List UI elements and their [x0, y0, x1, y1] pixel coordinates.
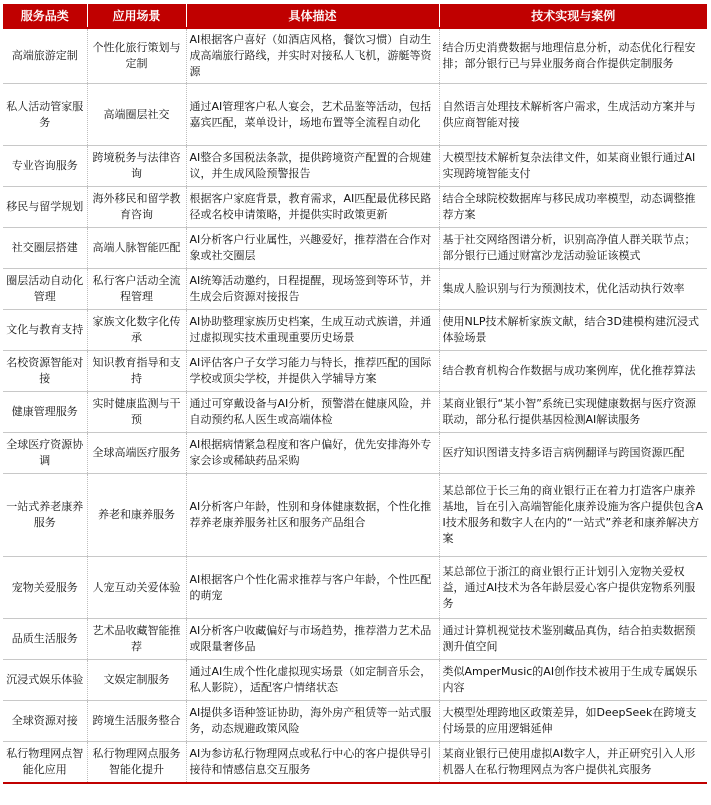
description-cell: AI评估客户子女学习能力与特长，推荐匹配的国际学校或顶尖学校，并提供入学辅导方案 — [186, 351, 439, 392]
scene-cell: 全球高端医疗服务 — [87, 433, 186, 474]
table-row — [3, 228, 707, 269]
category-cell: 移民与留学规划 — [3, 187, 87, 228]
description-cell: AI根据客户喜好（如酒店风格，餐饮习惯）自动生成高端旅行路线，并实时对接私人飞机，游艇等资源 — [186, 28, 439, 84]
category-cell: 社交圈层搭建 — [3, 228, 87, 269]
scene-cell: 私行客户活动全流程管理 — [87, 269, 186, 310]
scene-cell: 跨境生活服务整合 — [87, 701, 186, 742]
header-scene: 应用场景 — [87, 4, 186, 28]
category-cell: 品质生活服务 — [3, 619, 87, 660]
table-row — [3, 28, 707, 84]
scene-cell: 高端圈层社交 — [87, 84, 186, 146]
tech-cell: 类似AmperMusic的AI创作技术被用于生成专属娱乐内容 — [439, 660, 707, 701]
scene-cell: 人宠互动关爱体验 — [87, 557, 186, 619]
scene-cell: 跨境税务与法律咨询 — [87, 146, 186, 187]
category-cell: 健康管理服务 — [3, 392, 87, 433]
header-description: 具体描述 — [186, 4, 439, 28]
table-header-row — [3, 4, 707, 28]
description-cell: AI根据病情紧急程度和客户偏好，优先安排海外专家会诊或稀缺药品采购 — [186, 433, 439, 474]
category-cell: 全球医疗资源协调 — [3, 433, 87, 474]
table-row — [3, 557, 707, 619]
tech-cell: 使用NLP技术解析家族文献，结合3D建模构建沉浸式体验场景 — [439, 310, 707, 351]
tech-cell: 医疗知识图谱支持多语言病例翻译与跨国资源匹配 — [439, 433, 707, 474]
service-table-container — [3, 4, 707, 784]
description-cell: 通过AI管理客户私人宴会，艺术品鉴等活动，包括嘉宾匹配，菜单设计，场地布置等全流程自动化 — [186, 84, 439, 146]
table-row — [3, 433, 707, 474]
table-body — [3, 28, 707, 783]
category-cell: 高端旅游定制 — [3, 28, 87, 84]
table-row — [3, 660, 707, 701]
tech-cell: 结合教育机构合作数据与成功案例库，优化推荐算法 — [439, 351, 707, 392]
header-tech: 技术实现与案例 — [439, 4, 707, 28]
category-cell: 文化与教育支持 — [3, 310, 87, 351]
tech-cell: 某总部位于浙江的商业银行正计划引入宠物关爱权益，通过AI技术为各年龄层爱心客户提供宠物系列服务 — [439, 557, 707, 619]
tech-cell: 大模型技术解析复杂法律文件，如某商业银行通过AI实现跨境智能支付 — [439, 146, 707, 187]
description-cell: AI提供多语种签证协助，海外房产租赁等一站式服务，动态规避政策风险 — [186, 701, 439, 742]
description-cell: AI整合多国税法条款，提供跨境资产配置的合规建议，并生成风险预警报告 — [186, 146, 439, 187]
tech-cell: 集成人脸识别与行为预测技术，优化活动执行效率 — [439, 269, 707, 310]
table-row — [3, 146, 707, 187]
table-row — [3, 742, 707, 783]
scene-cell: 养老和康养服务 — [87, 474, 186, 557]
category-cell: 全球资源对接 — [3, 701, 87, 742]
table-row — [3, 310, 707, 351]
tech-cell: 通过计算机视觉技术鉴别藏品真伪，结合拍卖数据预测升值空间 — [439, 619, 707, 660]
table-row — [3, 351, 707, 392]
tech-cell: 某总部位于长三角的商业银行正在着力打造客户康养基地，旨在引入高端智能化康养设施为客户提供包含AI技术服务和数字人在内的“一站式”养老和康养解决方案 — [439, 474, 707, 557]
description-cell: AI为参访私行物理网点或私行中心的客户提供导引接待和情感信息交互服务 — [186, 742, 439, 783]
scene-cell: 高端人脉智能匹配 — [87, 228, 186, 269]
tech-cell: 结合全球院校数据库与移民成功率模型，动态调整推荐方案 — [439, 187, 707, 228]
tech-cell: 某商业银行“某小智”系统已实现健康数据与医疗资源联动，部分私行提供基因检测AI解读服务 — [439, 392, 707, 433]
category-cell: 圈层活动自动化管理 — [3, 269, 87, 310]
description-cell: 通过AI生成个性化虚拟现实场景（如定制音乐会，私人影院），适配客户情绪状态 — [186, 660, 439, 701]
category-cell: 私人活动管家服务 — [3, 84, 87, 146]
table-row — [3, 269, 707, 310]
table-row — [3, 619, 707, 660]
category-cell: 专业咨询服务 — [3, 146, 87, 187]
category-cell: 名校资源智能对接 — [3, 351, 87, 392]
category-cell: 一站式养老康养服务 — [3, 474, 87, 557]
tech-cell: 某商业银行已使用虚拟AI数字人，并正研究引入人形机器人在私行物理网点为客户提供礼宾服务 — [439, 742, 707, 783]
category-cell: 沉浸式娱乐体验 — [3, 660, 87, 701]
scene-cell: 艺术品收藏智能推荐 — [87, 619, 186, 660]
service-table — [3, 4, 707, 784]
table-row — [3, 474, 707, 557]
description-cell: AI协助整理家族历史档案，生成互动式族谱，并通过虚拟现实技术重现重要历史场景 — [186, 310, 439, 351]
scene-cell: 家族文化数字化传承 — [87, 310, 186, 351]
table-row — [3, 701, 707, 742]
table-row — [3, 187, 707, 228]
tech-cell: 大模型处理跨地区政策差异，如DeepSeek在跨境支付场景的应用逻辑延伸 — [439, 701, 707, 742]
table-row — [3, 84, 707, 146]
tech-cell: 结合历史消费数据与地理信息分析，动态优化行程安排；部分银行已与异业服务商合作提供定制服务 — [439, 28, 707, 84]
description-cell: AI根据客户个性化需求推荐与客户年龄，个性匹配的萌宠 — [186, 557, 439, 619]
scene-cell: 海外移民和留学教育咨询 — [87, 187, 186, 228]
header-category: 服务品类 — [3, 4, 87, 28]
tech-cell: 自然语言处理技术解析客户需求，生成活动方案并与供应商智能对接 — [439, 84, 707, 146]
scene-cell: 知识教育指导和支持 — [87, 351, 186, 392]
scene-cell: 文娱定制服务 — [87, 660, 186, 701]
description-cell: AI分析客户年龄，性别和身体健康数据，个性化推荐养老康养服务社区和服务产品组合 — [186, 474, 439, 557]
category-cell: 私行物理网点智能化应用 — [3, 742, 87, 783]
tech-cell: 基于社交网络图谱分析，识别高净值人群关联节点；部分银行已通过财富沙龙活动验证该模式 — [439, 228, 707, 269]
description-cell: AI分析客户行业属性，兴趣爱好，推荐潜在合作对象或社交圈层 — [186, 228, 439, 269]
description-cell: AI分析客户收藏偏好与市场趋势，推荐潜力艺术品或限量奢侈品 — [186, 619, 439, 660]
scene-cell: 私行物理网点服务智能化提升 — [87, 742, 186, 783]
description-cell: AI统筹活动邀约，日程提醒，现场签到等环节，并生成会后资源对接报告 — [186, 269, 439, 310]
description-cell: 通过可穿戴设备与AI分析，预警潜在健康风险，并自动预约私人医生或高端体检 — [186, 392, 439, 433]
description-cell: 根据客户家庭背景，教育需求，AI匹配最优移民路径或名校申请策略，并提供实时政策更新 — [186, 187, 439, 228]
table-row — [3, 392, 707, 433]
category-cell: 宠物关爱服务 — [3, 557, 87, 619]
scene-cell: 实时健康监测与干预 — [87, 392, 186, 433]
scene-cell: 个性化旅行策划与定制 — [87, 28, 186, 84]
